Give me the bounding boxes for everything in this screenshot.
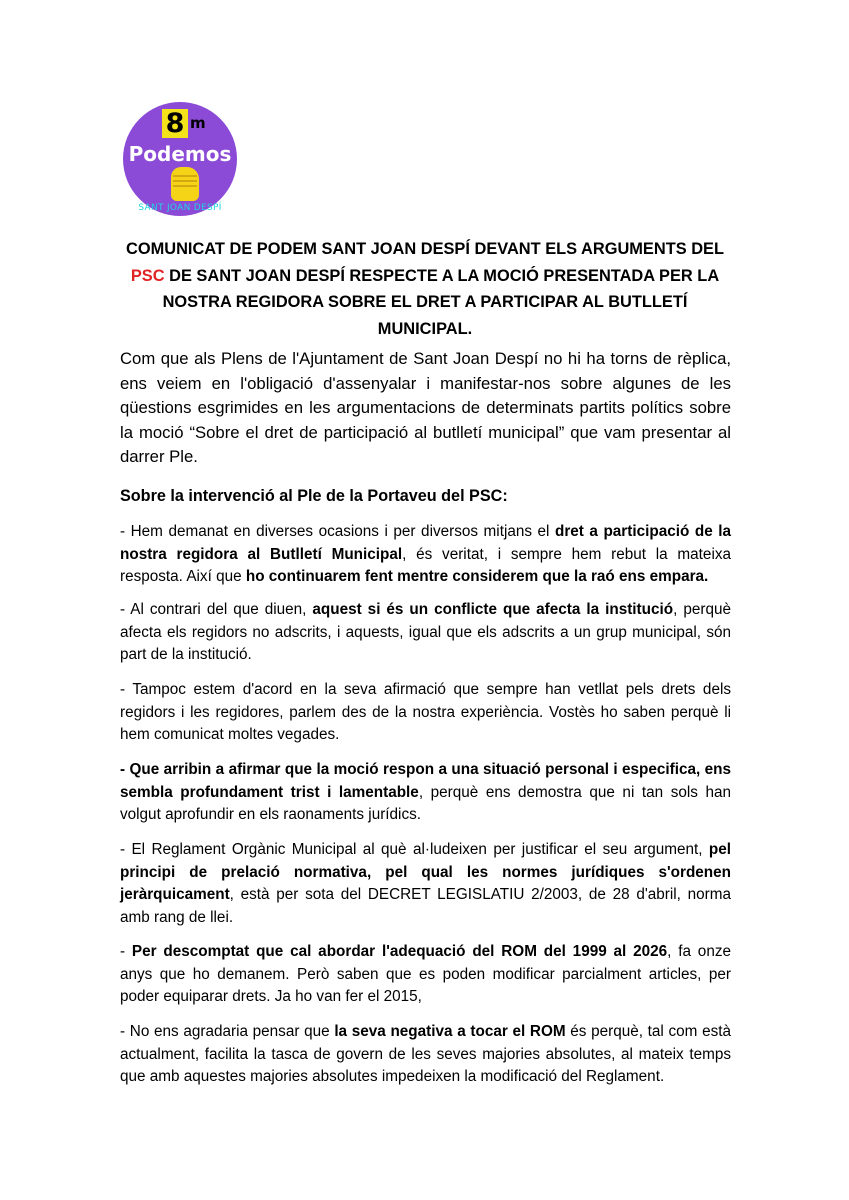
point-2-text-a: - Al contrari del que diuen,	[120, 601, 313, 618]
point-5	[120, 839, 731, 929]
section-heading: Sobre la intervenció al Ple de la Portaveu del PSC:	[120, 487, 508, 505]
point-6	[120, 941, 731, 1009]
point-5-bold-b: pel principi de prelació normativa, pel qual les normes jurídiques s'ordenen jeràrquicament	[120, 841, 731, 903]
point-2-bold-b: aquest si és un conflicte que afecta la institució	[312, 601, 674, 618]
point-1-text-c: , és veritat, i sempre hem rebut la mateixa resposta. Així que	[120, 545, 731, 585]
point-6-text-a: -	[120, 943, 132, 960]
point-1-text-a: - Hem demanat en diverses ocasions i per diversos mitjans el	[120, 523, 555, 540]
point-1-bold-b: dret a participació de la nostra regidora al Butlletí Municipal	[120, 523, 731, 563]
point-1-bold-d: ho continuarem fent mentre considerem que la raó ens empara.	[245, 568, 709, 585]
point-7-text-a: - No ens agradaria pensar que	[120, 1023, 335, 1040]
point-2-text-c: , perquè afecta els regidors no adscrits, i aquests, igual que els adscrits a un grup municipal, són part de la institució.	[120, 601, 731, 663]
point-6-bold-b: Per descomptat que cal abordar l'adequació del ROM del 1999 al 2026	[131, 943, 668, 960]
point-4	[120, 759, 731, 827]
document-title	[110, 236, 740, 342]
logo-m: m	[190, 114, 206, 132]
title-line-2-rest: DE SANT JOAN DESPÍ RESPECTE A LA MOCIÓ PRESENTADA PER LA	[164, 266, 720, 285]
point-7	[120, 1021, 731, 1089]
point-6-text-c: , fa onze anys que ho demanem. Però saben que es poden modificar parcialment articles, per poder equiparar drets. Ja ho van fer el 2015,	[120, 943, 731, 1005]
point-7-text-c: és perquè, tal com està actualment, facilita la tasca de govern de les seves majories absolutes, al mateix temps que amb aquestes majories absolutes impedeixen la modificació del Reglament.	[120, 1023, 731, 1085]
logo-8: 8	[162, 109, 188, 138]
logo-town: SANT JOAN DESPÍ	[138, 203, 222, 213]
intro-paragraph: Com que als Plens de l'Ajuntament de Sant Joan Despí no hi ha torns de rèplica, ens veiem en l'obligació d'assenyalar i manifestar-nos sobre algunes de les qüestions esgrimides en les argumentacions de determinats partits polítics sobre la moció “Sobre el dret de participació al butlletí municipal” que vam presentar al darrer Ple.	[120, 349, 731, 466]
title-line-1: COMUNICAT DE PODEM SANT JOAN DESPÍ DEVANT ELS ARGUMENTS DEL	[126, 240, 724, 258]
point-4-bold-a: - Que arribin a afirmar que la moció respon a una situació personal i especifica, ens sembla profundament trist i lamentable	[120, 761, 731, 801]
point-1	[120, 521, 731, 589]
point-5-text-a: - El Reglament Orgànic Municipal al què al·ludeixen per justificar el seu argument,	[120, 841, 709, 858]
title-line-3: NOSTRA REGIDORA SOBRE EL DRET A PARTICIPAR AL BUTLLETÍ	[162, 293, 688, 311]
fist-icon	[171, 167, 199, 201]
fist-fingers	[173, 175, 197, 177]
podemos-logo	[121, 100, 239, 218]
logo-brand: Podemos	[128, 142, 232, 166]
point-4-text-b: , perquè ens demostra que ni tan sols han volgut aprofundir en els raonaments jurídics.	[120, 783, 731, 823]
title-line-4: MUNICIPAL.	[377, 319, 473, 338]
point-3	[120, 679, 731, 747]
psc-label: PSC	[130, 266, 165, 285]
point-3-text-a: - Tampoc estem d'acord en la seva afirmació que sempre han vetllat pels drets dels regidors i les regidores, parlem des de la nostra experiència. Vostès ho saben perquè li hem comunicat moltes vegades.	[120, 681, 731, 743]
point-5-text-c: , està per sota del DECRET LEGISLATIU 2/2003, de 28 d'abril, norma amb rang de llei.	[120, 886, 731, 926]
point-7-bold-b: la seva negativa a tocar el ROM	[334, 1023, 566, 1040]
title-line-2	[110, 263, 740, 290]
point-2	[120, 599, 731, 667]
